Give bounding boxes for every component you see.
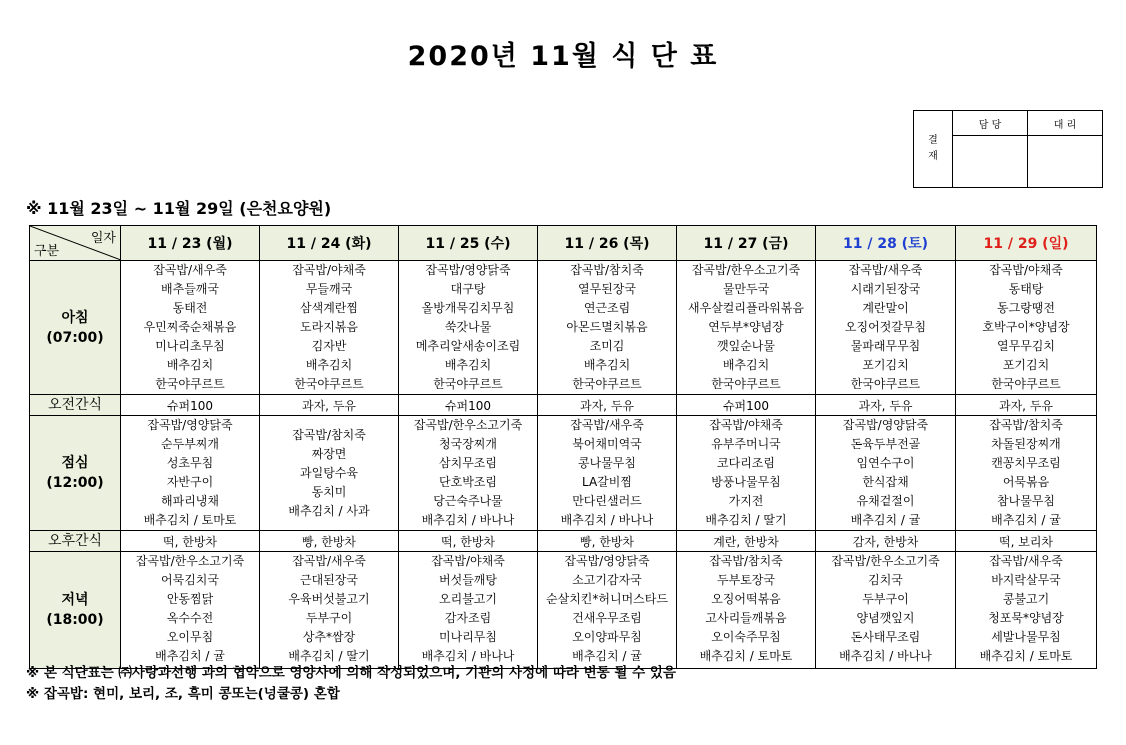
menu-item: 세발나물무침 [991, 630, 1061, 644]
menu-item: 배추김치 [305, 358, 353, 372]
menu-item: 올방개묵김치무침 [421, 301, 515, 315]
menu-item: 우민찌죽순채볶음 [143, 320, 237, 334]
menu-item: 콩불고기 [1002, 592, 1050, 606]
pm-snack-cell: 감자, 한방차 [816, 531, 956, 552]
menu-item: 순살치킨*허니머스타드 [546, 592, 668, 606]
menu-item: 임연수구이 [856, 456, 915, 470]
menu-item: 잡곡밥/새우죽 [292, 554, 366, 568]
dinner-cell [677, 552, 816, 669]
lunch-cell [399, 416, 538, 531]
footnote-grain: ※ 잡곡밥: 현미, 보리, 조, 흑미 콩또는(넝쿨콩) 혼합 [26, 686, 340, 702]
lunch-cell [260, 416, 399, 531]
menu-item: 잡곡밥/야채죽 [292, 263, 366, 277]
menu-item: 배추김치 / 바나나 [839, 649, 932, 663]
menu-item: 잡곡밥/영양닭죽 [147, 418, 233, 432]
menu-item: 당근숙주나물 [433, 494, 503, 508]
menu-item: 배추김치 / 귤 [850, 513, 921, 527]
menu-item: 배추김치 / 바나나 [560, 513, 654, 527]
am-snack-label: 오전간식 [30, 395, 121, 416]
menu-item: 삼치무조림 [439, 456, 497, 470]
menu-item: 오이양파무침 [572, 630, 642, 644]
menu-item: 잡곡밥/야채죽 [709, 418, 783, 432]
menu-item: 한국야쿠르트 [294, 377, 364, 391]
menu-item: 순두부찌개 [161, 437, 219, 451]
menu-item: 포기김치 [1002, 358, 1050, 372]
menu-item: 가지전 [728, 494, 764, 508]
menu-item: 짜장면 [311, 446, 347, 461]
pm-snack-cell: 빵, 한방차 [538, 531, 677, 552]
menu-item: 청국장찌개 [439, 437, 497, 451]
menu-item: 조미김 [589, 339, 625, 353]
am-snack-cell: 슈퍼100 [399, 395, 538, 416]
menu-item: 잡곡밥/참치죽 [989, 418, 1063, 432]
table-corner [30, 226, 121, 261]
menu-item: 배추김치 / 사과 [288, 503, 370, 518]
menu-item: 코다리조림 [717, 456, 775, 470]
menu-item: 시래기된장국 [850, 282, 921, 296]
approval-deputy-header: 대 리 [1028, 111, 1103, 136]
menu-item: 잡곡밥/영양닭죽 [425, 263, 511, 277]
menu-item: 감자조림 [444, 611, 492, 625]
breakfast-cell [121, 261, 260, 395]
menu-item: 성초무침 [166, 456, 214, 470]
menu-item: 배추김치 [166, 358, 214, 372]
menu-item: 방풍나물무침 [711, 475, 781, 489]
menu-item: 포기김치 [862, 358, 909, 372]
approval-deputy-sign [1028, 136, 1103, 188]
menu-item: 미나리무침 [439, 630, 497, 644]
menu-item: 연두부*양념장 [708, 320, 784, 334]
menu-item: 배추김치 / 토마토 [699, 649, 793, 663]
menu-item: 돈육두부전골 [850, 437, 921, 451]
menu-item: 동태탕 [1008, 282, 1044, 296]
menu-item: 한국야쿠르트 [433, 377, 503, 391]
menu-item: 배추김치 / 토마토 [979, 649, 1073, 663]
menu-item: 아몬드멸치볶음 [566, 320, 648, 334]
menu-item: 배추김치 / 바나나 [421, 513, 515, 527]
menu-item: 배추김치 / 딸기 [705, 513, 787, 527]
am-snack-cell: 슈퍼100 [121, 395, 260, 416]
am-snack-cell: 과자, 두유 [538, 395, 677, 416]
breakfast-cell [538, 261, 677, 395]
menu-item: 미나리초무침 [155, 339, 225, 353]
approval-manager-header: 담 당 [953, 111, 1028, 136]
day-header: 11 / 26 (목) [538, 226, 677, 261]
menu-item: 버섯들깨탕 [439, 573, 497, 587]
menu-item: 도라지볶음 [300, 320, 358, 334]
pm-snack-cell: 떡, 한방차 [121, 531, 260, 552]
dinner-cell [956, 552, 1097, 669]
menu-item: 잡곡밥/새우죽 [989, 554, 1063, 568]
menu-item: 단호박조림 [439, 475, 497, 489]
menu-item: 상추*쌈장 [302, 630, 356, 644]
pm-snack-cell: 떡, 보리차 [956, 531, 1097, 552]
menu-item: 두부구이 [862, 592, 909, 606]
menu-item: 배추김치 / 바나나 [421, 649, 515, 663]
menu-item: 배추김치 / 귤 [572, 649, 642, 663]
menu-item: 과일탕수육 [300, 465, 358, 480]
lunch-cell [956, 416, 1097, 531]
lunch-cell [121, 416, 260, 531]
breakfast-cell [956, 261, 1097, 395]
lunch-cell [816, 416, 956, 531]
menu-item: 배추김치 [722, 358, 770, 372]
week-subtitle: ※ 11월 23일 ~ 11월 29일 (은천요양원) [26, 199, 332, 218]
menu-item: 두부토장국 [717, 573, 775, 587]
menu-item: 잡곡밥/한우소고기죽 [691, 263, 801, 277]
day-header-saturday: 11 / 28 (토) [816, 226, 956, 261]
menu-item: 동태전 [172, 301, 208, 315]
menu-item: 열무무김치 [997, 339, 1055, 353]
breakfast-cell [677, 261, 816, 395]
menu-item: 한국야쿠르트 [711, 377, 781, 391]
breakfast-cell [260, 261, 399, 395]
menu-item: 잡곡밥/영양닭죽 [842, 418, 929, 432]
am-snack-cell: 과자, 두유 [816, 395, 956, 416]
menu-item: 근대된장국 [300, 573, 358, 587]
dinner-cell [121, 552, 260, 669]
menu-item: 잡곡밥/새우죽 [570, 418, 644, 432]
lunch-cell [538, 416, 677, 531]
menu-item: 오이숙주무침 [711, 630, 781, 644]
am-snack-cell: 과자, 두유 [956, 395, 1097, 416]
day-header: 11 / 25 (수) [399, 226, 538, 261]
corner-category-label: 구분 [34, 244, 60, 259]
menu-item: 김자반 [311, 339, 347, 353]
menu-item: 잡곡밥/참치죽 [709, 554, 783, 568]
pm-snack-cell: 계란, 한방차 [677, 531, 816, 552]
menu-item: 건새우무조림 [572, 611, 642, 625]
menu-item: 해파리냉채 [161, 494, 219, 508]
menu-item: 새우살컬리플라워볶음 [688, 301, 804, 315]
menu-item: 물파래무무침 [850, 339, 921, 353]
menu-item: 배추김치 / 딸기 [288, 649, 370, 663]
menu-item: 계란말이 [862, 301, 909, 315]
menu-item: 한국야쿠르트 [155, 377, 225, 391]
menu-item: 한국야쿠르트 [991, 377, 1061, 391]
approval-box [913, 110, 1103, 188]
breakfast-cell [399, 261, 538, 395]
menu-item: 안동찜닭 [166, 592, 214, 606]
menu-item: LA갈비찜 [582, 475, 632, 489]
menu-item: 물만두국 [722, 282, 770, 296]
menu-item: 잡곡밥/야채죽 [989, 263, 1063, 277]
menu-item: 두부구이 [305, 611, 353, 625]
menu-item: 유부주머니국 [711, 437, 781, 451]
menu-item: 바지락살무국 [991, 573, 1061, 587]
dinner-cell [399, 552, 538, 669]
menu-item: 배추김치 / 귤 [155, 649, 225, 663]
dinner-label: 저녁 (18:00) [30, 552, 121, 669]
menu-item: 차돌된장찌개 [991, 437, 1061, 451]
menu-item: 대구탕 [450, 282, 486, 296]
lunch-cell [677, 416, 816, 531]
menu-item: 배추김치 [583, 358, 631, 372]
menu-item: 돈사태무조림 [850, 630, 921, 644]
day-header: 11 / 27 (금) [677, 226, 816, 261]
menu-item: 배추김치 / 귤 [991, 513, 1061, 527]
menu-item: 호박구이*양념장 [982, 320, 1070, 334]
menu-item: 자반구이 [166, 475, 214, 489]
menu-item: 배추들깨국 [161, 282, 219, 296]
breakfast-label: 아침 (07:00) [30, 261, 121, 395]
menu-item: 오징어떡볶음 [711, 592, 781, 606]
menu-item: 동그랑땡전 [997, 301, 1055, 315]
menu-item: 배추김치 / 토마토 [143, 513, 237, 527]
approval-label: 결 재 [914, 111, 953, 188]
menu-item: 한국야쿠르트 [850, 377, 921, 391]
day-header: 11 / 24 (화) [260, 226, 399, 261]
breakfast-cell [816, 261, 956, 395]
page-title: 2020년 11월 식 단 표 [407, 41, 719, 72]
menu-item: 소고기감자국 [572, 573, 642, 587]
menu-item: 깻잎순나물 [717, 339, 775, 353]
menu-item: 쑥갓나물 [444, 320, 492, 334]
menu-item: 잡곡밥/참치죽 [570, 263, 644, 277]
menu-item: 배추김치 [444, 358, 492, 372]
menu-item: 열무된장국 [578, 282, 636, 296]
dinner-cell [816, 552, 956, 669]
menu-item: 잡곡밥/참치죽 [292, 427, 366, 442]
menu-item: 잡곡밥/새우죽 [848, 263, 923, 277]
menu-item: 우육버섯불고기 [288, 592, 370, 606]
menu-item: 삼색계란찜 [300, 301, 358, 315]
menu-item: 캔꽁치무조림 [991, 456, 1061, 470]
menu-item: 옥수수전 [166, 611, 214, 625]
menu-item: 메추리알새송이조림 [415, 339, 521, 353]
menu-item: 동치미 [311, 484, 347, 499]
menu-item: 한국야쿠르트 [572, 377, 642, 391]
menu-item: 양념깻잎지 [856, 611, 915, 625]
menu-item: 잡곡밥/야채죽 [431, 554, 505, 568]
menu-item: 어묵김치국 [161, 573, 219, 587]
menu-item: 잡곡밥/영양닭죽 [564, 554, 650, 568]
menu-item: 어묵볶음 [1002, 475, 1050, 489]
day-header-sunday: 11 / 29 (일) [956, 226, 1097, 261]
dinner-cell [538, 552, 677, 669]
menu-item: 연근조림 [583, 301, 631, 315]
pm-snack-cell: 빵, 한방차 [260, 531, 399, 552]
lunch-label: 점심 (12:00) [30, 416, 121, 531]
menu-item: 잡곡밥/한우소고기죽 [135, 554, 245, 568]
menu-item: 오리불고기 [439, 592, 497, 606]
menu-item: 김치국 [868, 573, 903, 587]
menu-item: 청포묵*양념장 [988, 611, 1064, 625]
footnote-author: ※ 본 식단표는 ㈜사랑과선행 과의 협약으로 영양사에 의해 작성되었으며, 기관의 사정에 따라 변동 될 수 있음 [26, 665, 676, 681]
menu-item: 콩나물무침 [578, 456, 636, 470]
menu-item: 잡곡밥/새우죽 [153, 263, 227, 277]
am-snack-cell: 슈퍼100 [677, 395, 816, 416]
menu-item: 북어채미역국 [572, 437, 642, 451]
menu-item: 참나물무침 [997, 494, 1055, 508]
menu-item: 고사리들깨볶음 [705, 611, 787, 625]
pm-snack-label: 오후간식 [30, 531, 121, 552]
menu-item: 잡곡밥/한우소고기죽 [413, 418, 523, 432]
menu-item: 유채겉절이 [856, 494, 915, 508]
menu-item: 잡곡밥/한우소고기죽 [831, 554, 940, 568]
menu-item: 한식잡채 [862, 475, 909, 489]
menu-item: 오징어젓갈무침 [844, 320, 927, 334]
approval-manager-sign [953, 136, 1028, 188]
menu-item: 만다린샐러드 [572, 494, 642, 508]
am-snack-cell: 과자, 두유 [260, 395, 399, 416]
day-header: 11 / 23 (월) [121, 226, 260, 261]
menu-item: 무들깨국 [305, 282, 353, 296]
menu-item: 오이무침 [166, 630, 214, 644]
dinner-cell [260, 552, 399, 669]
pm-snack-cell: 떡, 한방차 [399, 531, 538, 552]
menu-table [29, 225, 1097, 669]
corner-date-label: 일자 [90, 231, 116, 246]
